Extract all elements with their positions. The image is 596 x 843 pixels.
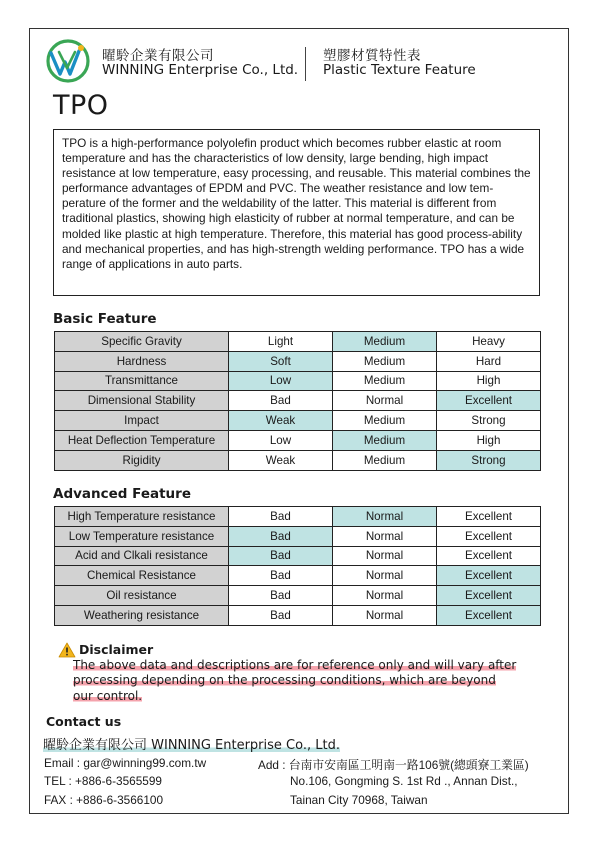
feature-value-cell: Excellent bbox=[437, 507, 541, 527]
table-row bbox=[55, 546, 541, 566]
feature-value-cell: Low bbox=[229, 430, 333, 450]
feature-label: Low Temperature resistance bbox=[55, 526, 229, 546]
feature-label: Heat Deflection Temperature bbox=[55, 430, 229, 450]
feature-label: Dimensional Stability bbox=[55, 391, 229, 411]
header-divider bbox=[305, 47, 306, 81]
feature-label: Oil resistance bbox=[55, 586, 229, 606]
feature-label: Impact bbox=[55, 411, 229, 431]
feature-value-cell: Bad bbox=[229, 526, 333, 546]
disclaimer-text bbox=[73, 658, 533, 704]
feature-value-cell: Medium bbox=[333, 351, 437, 371]
table-row bbox=[55, 507, 541, 527]
contact-email[interactable]: Email : gar@winning99.com.tw bbox=[44, 756, 207, 770]
feature-value-cell: Medium bbox=[333, 430, 437, 450]
feature-value-cell: Bad bbox=[229, 586, 333, 606]
feature-value-cell: Medium bbox=[333, 450, 437, 470]
basic-feature-heading: Basic Feature bbox=[53, 311, 157, 327]
advanced-feature-heading: Advanced Feature bbox=[53, 486, 191, 502]
feature-value-cell: Normal bbox=[333, 546, 437, 566]
company-name-zh: 曜駖企業有限公司 bbox=[102, 48, 214, 64]
feature-value-cell: Excellent bbox=[437, 526, 541, 546]
feature-value-cell: Normal bbox=[333, 391, 437, 411]
table-row bbox=[55, 450, 541, 470]
feature-value-cell: Excellent bbox=[437, 586, 541, 606]
description-text: TPO is a high-performance polyolefin product which becomes rubber elastic at room temperature and has the characteristics of low density, large bending, high impact resistance at low temperature, easy processing, and reusable. This material combines the performance advantages of EPDM and PVC. The weather resistance and low tem-perature of the former and the weldability of the latter. This material is different from traditional plastics, showing high elasticity of rubber at normal temperature, and can be molded like plastic at high temperature. Therefore, this material has good process-ability and mechanical properties, and has high-strength welding performance. TPO has a wide range of applications in auto parts. bbox=[62, 136, 531, 271]
feature-value-cell: Medium bbox=[333, 371, 437, 391]
table-row bbox=[55, 332, 541, 352]
feature-value-cell: Bad bbox=[229, 391, 333, 411]
feature-value-cell: Bad bbox=[229, 507, 333, 527]
contact-address-line2: No.106, Gongming S. 1st Rd ., Annan Dist., bbox=[290, 774, 518, 788]
document-title-zh: 塑膠材質特性表 bbox=[323, 48, 421, 64]
contact-fax: FAX : +886-6-3566100 bbox=[44, 793, 164, 807]
basic-feature-table bbox=[54, 331, 541, 471]
feature-value-cell: Normal bbox=[333, 507, 437, 527]
feature-value-cell: Strong bbox=[437, 450, 541, 470]
table-row bbox=[55, 430, 541, 450]
feature-value-cell: Strong bbox=[437, 411, 541, 431]
contact-address-zh: Add : 台南市安南區工明南一路106號(總頭寮工業區) bbox=[258, 758, 529, 772]
material-title: TPO bbox=[53, 90, 109, 121]
document-title-en: Plastic Texture Feature bbox=[323, 62, 476, 78]
feature-label: Weathering resistance bbox=[55, 605, 229, 625]
contact-address-line3: Tainan City 70968, Taiwan bbox=[290, 793, 428, 807]
advanced-feature-table bbox=[54, 506, 541, 626]
feature-value-cell: Soft bbox=[229, 351, 333, 371]
feature-label: Hardness bbox=[55, 351, 229, 371]
disclaimer-heading: Disclaimer bbox=[79, 642, 154, 657]
feature-value-cell: Hard bbox=[437, 351, 541, 371]
table-row bbox=[55, 586, 541, 606]
disclaimer-line: processing depending on the processing conditions, which are beyond bbox=[73, 673, 496, 688]
disclaimer-line: The above data and descriptions are for reference only and will vary after bbox=[73, 658, 517, 672]
feature-value-cell: High bbox=[437, 371, 541, 391]
feature-value-cell: Excellent bbox=[437, 566, 541, 586]
feature-value-cell: Bad bbox=[229, 605, 333, 625]
feature-value-cell: Medium bbox=[333, 411, 437, 431]
feature-label: Specific Gravity bbox=[55, 332, 229, 352]
table-row bbox=[55, 566, 541, 586]
feature-label: Transmittance bbox=[55, 371, 229, 391]
feature-value-cell: Excellent bbox=[437, 391, 541, 411]
feature-value-cell: Medium bbox=[333, 332, 437, 352]
feature-label: Rigidity bbox=[55, 450, 229, 470]
feature-value-cell: Weak bbox=[229, 450, 333, 470]
feature-label: High Temperature resistance bbox=[55, 507, 229, 527]
table-row bbox=[55, 391, 541, 411]
feature-value-cell: Weak bbox=[229, 411, 333, 431]
winning-logo-icon bbox=[45, 38, 91, 84]
feature-value-cell: Bad bbox=[229, 546, 333, 566]
feature-value-cell: Excellent bbox=[437, 546, 541, 566]
company-name-en: WINNING Enterprise Co., Ltd. bbox=[102, 62, 299, 78]
feature-value-cell: High bbox=[437, 430, 541, 450]
disclaimer-line: our control. bbox=[73, 688, 143, 703]
header bbox=[45, 38, 545, 88]
feature-label: Acid and Clkali resistance bbox=[55, 546, 229, 566]
contact-heading: Contact us bbox=[46, 714, 122, 729]
feature-value-cell: Excellent bbox=[437, 605, 541, 625]
feature-value-cell: Bad bbox=[229, 566, 333, 586]
table-row bbox=[55, 411, 541, 431]
feature-value-cell: Low bbox=[229, 371, 333, 391]
feature-value-cell: Normal bbox=[333, 605, 437, 625]
contact-tel[interactable]: TEL : +886-6-3565599 bbox=[44, 774, 162, 788]
feature-value-cell: Normal bbox=[333, 586, 437, 606]
contact-company bbox=[43, 734, 340, 753]
feature-value-cell: Light bbox=[229, 332, 333, 352]
feature-value-cell: Heavy bbox=[437, 332, 541, 352]
table-row bbox=[55, 351, 541, 371]
description-box bbox=[53, 129, 540, 296]
contact-company-name: 曜駖企業有限公司 WINNING Enterprise Co., Ltd. bbox=[43, 738, 340, 753]
table-row bbox=[55, 605, 541, 625]
feature-value-cell: Normal bbox=[333, 566, 437, 586]
warning-icon bbox=[58, 642, 76, 658]
table-row bbox=[55, 526, 541, 546]
feature-label: Chemical Resistance bbox=[55, 566, 229, 586]
table-row bbox=[55, 371, 541, 391]
feature-value-cell: Normal bbox=[333, 526, 437, 546]
